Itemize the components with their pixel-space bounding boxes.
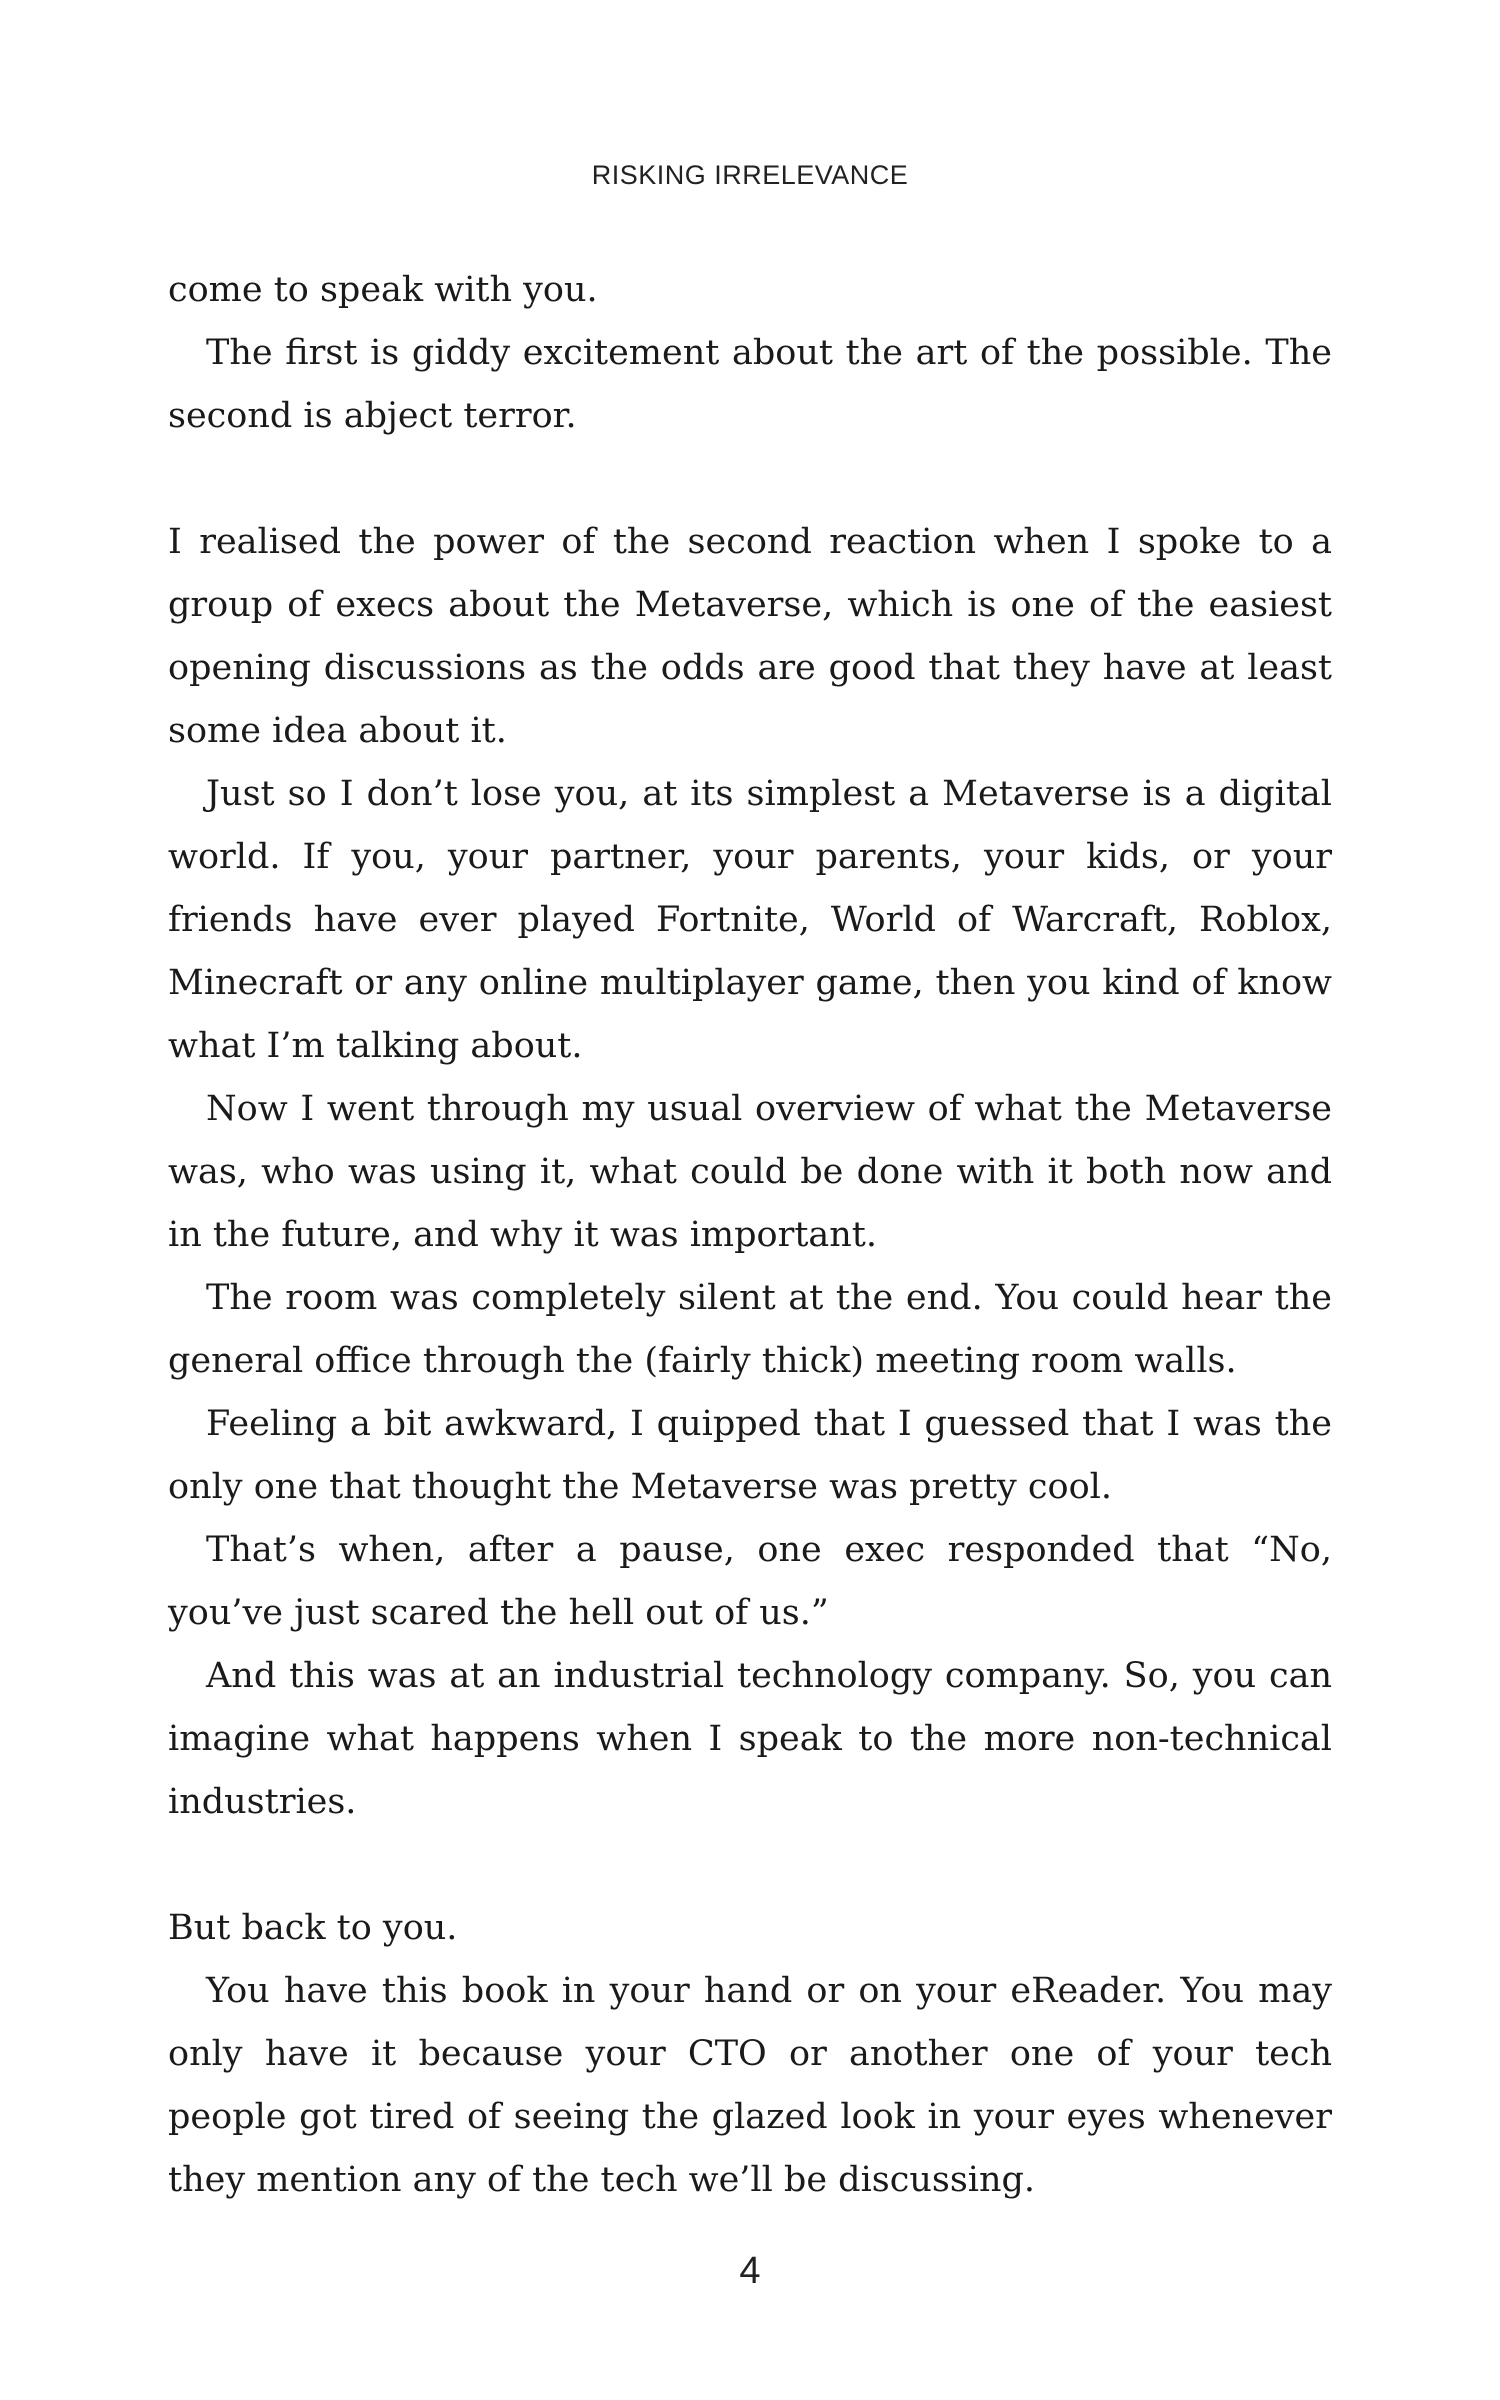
paragraph: Feeling a bit awkward, I quipped that I guessed that I was the only one that thought the Metaverse was pretty cool.: [168, 1404, 1332, 1507]
paragraph: The room was completely silent at the end. You could hear the general office through the (fairly thick) meeting room walls.: [168, 1278, 1332, 1381]
paragraph: Just so I don’t lose you, at its simplest a Metaverse is a digital world. If you, your partner, your parents, your kids, or your friends have ever played Fortnite, World of Warcraft, Roblox, Minecraft or any online multiplayer game, then you kind of know what I’m talking about.: [168, 774, 1332, 1066]
paragraph: And this was at an industrial technology company. So, you can imagine what happens when I speak to the more non-technical industries.: [168, 1656, 1332, 1822]
paragraph: That’s when, after a pause, one exec responded that “No, you’ve just scared the hell out of us.”: [168, 1530, 1332, 1633]
paragraph: I realised the power of the second reaction when I spoke to a group of execs about the Metaverse, which is one of the easiest opening discussions as the odds are good that they have at least some idea about it.: [168, 522, 1332, 751]
paragraph: You have this book in your hand or on your eReader. You may only have it because your CTO or another one of your tech people got tired of seeing the glazed look in your eyes whenever they mention any of the tech we’ll be discussing.: [168, 1971, 1332, 2200]
page-number: 4: [739, 2250, 761, 2292]
running-header: RISKING IRRELEVANCE: [591, 160, 909, 190]
paragraph: come to speak with you.: [168, 270, 598, 310]
paragraph: But back to you.: [168, 1908, 458, 1948]
paragraph: The first is giddy excitement about the art of the possible. The second is abject terror.: [168, 333, 1332, 436]
body-text: [168, 259, 1332, 2212]
paragraph: Now I went through my usual overview of what the Metaverse was, who was using it, what could be done with it both now and in the future, and why it was important.: [168, 1089, 1332, 1255]
